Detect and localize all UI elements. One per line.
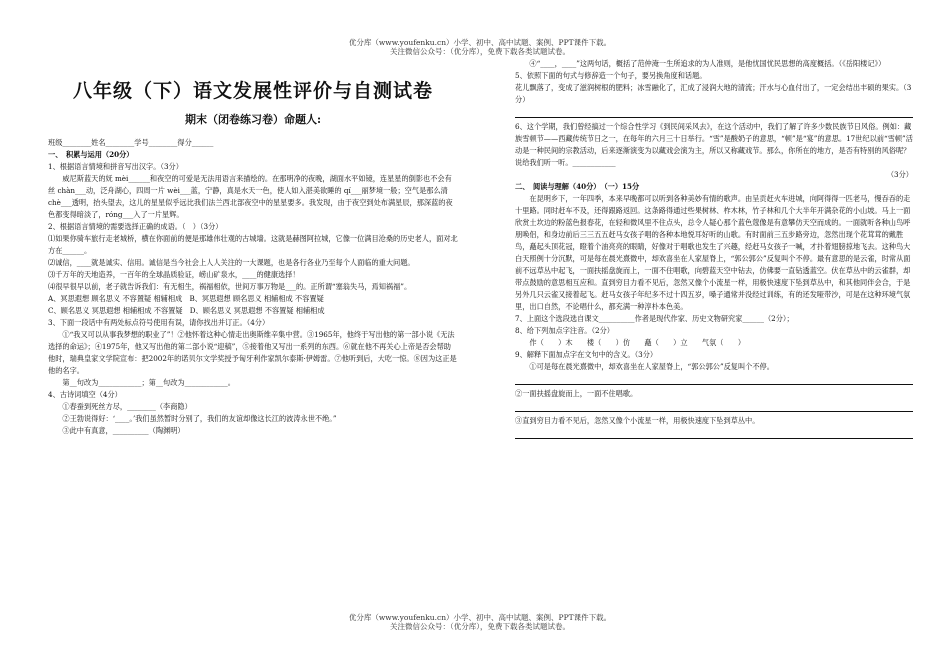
page-header [330, 38, 630, 56]
question-6: 6、这个学期，我们曾经搞过一个综合性学习《到民间采风去》，在这个活动中，我们了解了许多少数民族节日风俗。例如：藏族雪顿节——西藏传统节日之一，在每年的六月三十日举行。“雪”是酸奶子的意思，“顿”是“宴”的意思。17世纪以前“雪顿”活动是一种民间的宗教活动，后来逐渐演变为以藏戏会演为主，所以又称藏戏节。那么，你所在的地方，是否有特别的风俗呢？说给我们听一听。____________ [515, 122, 913, 167]
answer-line[interactable] [515, 374, 913, 385]
left-column [48, 56, 458, 437]
question-3-fix: 第__句改为____________；第__句改为____________。 [62, 378, 235, 387]
question-2-options-cd [48, 305, 458, 317]
answer-line[interactable] [515, 428, 913, 439]
question-2-item-2: ⑵诚信，____就是诚实、信用。诚信是当今社会上人人关注的一大课题，也是各行各业乃至每个人面临的重大问题。 [48, 258, 415, 267]
question-5: 5、依照下面的句式与修辞造一个句子，要另换角度和话题。 [515, 71, 707, 80]
question-1: 1、根据语言情境和拼音写出汉字。（3分） [48, 162, 183, 171]
exam-subtitle: 期末（闭卷练习卷）命题人: [184, 113, 322, 126]
section-2-part: （一）15分 [604, 182, 640, 191]
question-2-options-ab [48, 293, 458, 305]
question-4-item-1: ①春蚕到死丝方尽，________（李商隐） [62, 402, 192, 411]
question-4-item-3: ③此中有真意，__________（陶渊明） [62, 426, 185, 435]
answer-line[interactable] [515, 107, 913, 118]
header-line-2: 关注微信公众号：（优分库），免费下载各类试题试卷。 [390, 47, 570, 56]
question-1-text: 威尼斯蓝天的妩 mèi______和夜空的可爱是无法用语言来描绘的。在那明净的夜晚，湖面水平如镜，连星星的倒影也不会有丝 chàn___动，泛舟湖心，四周一片 wèi___蓝，宁静，真是水天一色，使人如入湛美欲睡的 qí___丽梦境一般；空气是那么清 chè___透明，抬头望去，这儿的星星似乎远比我们法兰西北部夜空中的星星要多。我发现，由于夜空到处布满星辰，那深蓝的夜色都变得暗淡了，róng___入了一片星辉。 [48, 174, 453, 219]
question-9-item-3: ③直到穷目力看不见后，忽然又像个小流星一样，用极快速度下坠到草丛中。 [515, 416, 760, 425]
question-9-item-2: ②一面扶摇盘旋而上，一面不住唱歌。 [515, 389, 638, 398]
answer-line[interactable] [515, 401, 913, 412]
question-2-item-1: ⑴如果你骑车旅行走老城桥，横在你面前的便是那雄伟壮观的古城墙。这就是赫图阿拉城，它像一位满目沧桑的历史老人，面对北方在______。 [48, 234, 458, 255]
question-9: 9、解释下面加点字在文句中的含义。（3分） [515, 350, 658, 359]
question-2-item-3: ⑶千万年的天地造养，一百年的全球晶质验证，崂山矿泉水，____的健康选择！ [48, 270, 300, 279]
question-2: 2、根据语言情境的需要选择正确的成语。（ ）（3分） [48, 222, 223, 231]
right-column [515, 58, 913, 442]
question-4-item-4: ④“____，____”这两句话，概括了范仲淹一生所追求的为人准则，是他忧国忧民思想的高度概括。（《岳阳楼记》） [529, 59, 886, 68]
info-line: 班级________姓名________学号________得分______ [48, 138, 214, 147]
section-2-heading [515, 181, 913, 193]
section-1-heading: 一、 积累与运用（20分） [48, 150, 134, 159]
footer-line-1: 优分库（www.youfenku.cn）小学、初中、高中试题、案例、PPT课件下载。 [348, 613, 612, 622]
question-8-items: 作（ ）木 楼（ ）仿 矗（ ）立 气氛（ ） [529, 338, 746, 347]
option-c: C、顾名思义 冥思遐想 相辅相成 不容置疑 [48, 306, 183, 315]
option-a: A、冥思遐想 顾名思义 不容置疑 相辅相成 [48, 294, 183, 303]
question-6-score: （3分） [886, 170, 913, 179]
reading-passage: 在昆明乡下，一年四季，本来早晚都可以听到各种美妙有情的歌声。由呈贡赶火车进城，向阿得得一匹老马，慢吞吞的走十里路。同时赶车不及，还得跟路返回。这条路得通过些果树林、柞木林，竹子林和几个大半年开满杂花的小山坡。马上一面欣赏土坎边的粉蓝色报春花，在轻和微风里不住点头，总令人疑心那个蓝色蔻像是有意攀仿天空而成的。一面就听各种山鸟呼朋唤侣，和身边前后三三五五赶马女孩子唱的各种本地悦耳好听的山歌。有时面前三五步路旁边，忽然出现个花茸茸的戴胜鸟，矗起头顶花冠，瞪着个油亮亮的眼睛，好像对于唱歌也发生了兴趣，经赶马女孩子一喊，才扑着翅膀掠地飞去。这种鸟大白天照例十分沉默，可是每在晨光熹微中，却欢喜坐在人家屋脊上，“郭公郭公”反复叫个不停。最有意思的是云雀，时常从面前不远草丛中起飞，一面扶摇盘旋而上，一面不住唱歌，向碧蓝天空中钻去，仿佛要一直钻透蓝空。伏在草丛中的云雀群，却带点鼓励的意思相互应和。直到穷目力看不见后，忽然又像个小流星一样，用极快速度下坠到草丛中，和其他同伴会合，于是另外几只云雀又接着起飞。赶马女孩子年纪多不过十四五岁，嗓子通常并没经过训练，有的还发哑带沙，可是在这种环境气氛里，出口自然，不论唱什么，都充满一种淳朴本色美。 [515, 194, 911, 311]
question-3-text: ①“我又可以从事我梦想的职业了”！②他怀着这种心情走出奥斯维辛集中营。③1965年，他终于写出他的第一部小说《无法选择的命运》；④1975年，他又写出他的第二部小说“迎稿”，⑤接着他又写出一系列的东西。⑥就在他不再关心上帝是否会帮助他时，瑞典皇家文学院宣布：把2002年的诺贝尔文学奖授予匈牙利作家凯尔泰斯·伊姆雷。⑦他听到后，大吃一惊。⑧因为这正是他的名字。 [48, 330, 457, 375]
option-d: D、顾名思义 冥思遐想 不容置疑 相辅相成 [189, 306, 325, 315]
exam-title: 八年级（下）语文发展性评价与自测试卷 [72, 80, 433, 102]
question-7: 7、上面这个选段选自课文__________作者是现代作家、历史文物研究家______（2分）； [515, 314, 794, 323]
footer-line-2: 关注微信公众号：（优分库），免费下载各类试题试卷。 [390, 622, 570, 631]
page-footer [330, 613, 630, 631]
question-9-item-1: ①可是每在晨光熹微中，却欢喜坐在人家屋脊上，“郭公郭公”反复叫个不停。 [529, 362, 774, 371]
question-2-item-4: ⑷很早很早以前，老子就告诉我们：有无相生，祸福相依，世间万事万物是___的。正所谓“塞翁失马，焉知祸福”。 [48, 282, 412, 291]
question-4-item-2: ②王勃说得好：‘____。’我们虽然暂时分别了，我们的友谊却像这长江的波涛永世不绝。” [62, 414, 337, 423]
question-4: 4、古诗词填空（4分） [48, 390, 122, 399]
question-3: 3、下面一段话中有两处标点符号使用有误，请你找出并订正。（4分） [48, 318, 270, 327]
option-b: B、冥思遐想 顾名思义 相辅相成 不容置疑 [189, 294, 324, 303]
question-8: 8、给下列加点字注音。（2分） [515, 326, 614, 335]
header-line-1: 优分库（www.youfenku.cn）小学、初中、高中试题、案例、PPT课件下载。 [348, 38, 612, 47]
question-5-text: 花儿飘落了，变成了滋润树根的肥料；冰雪融化了，汇成了浸润大地的清流；汗水与心血付出了，一定会结出丰硕的果实。（3分） [515, 83, 912, 104]
section-2-title: 二、 阅读与理解（40分） [515, 182, 597, 191]
